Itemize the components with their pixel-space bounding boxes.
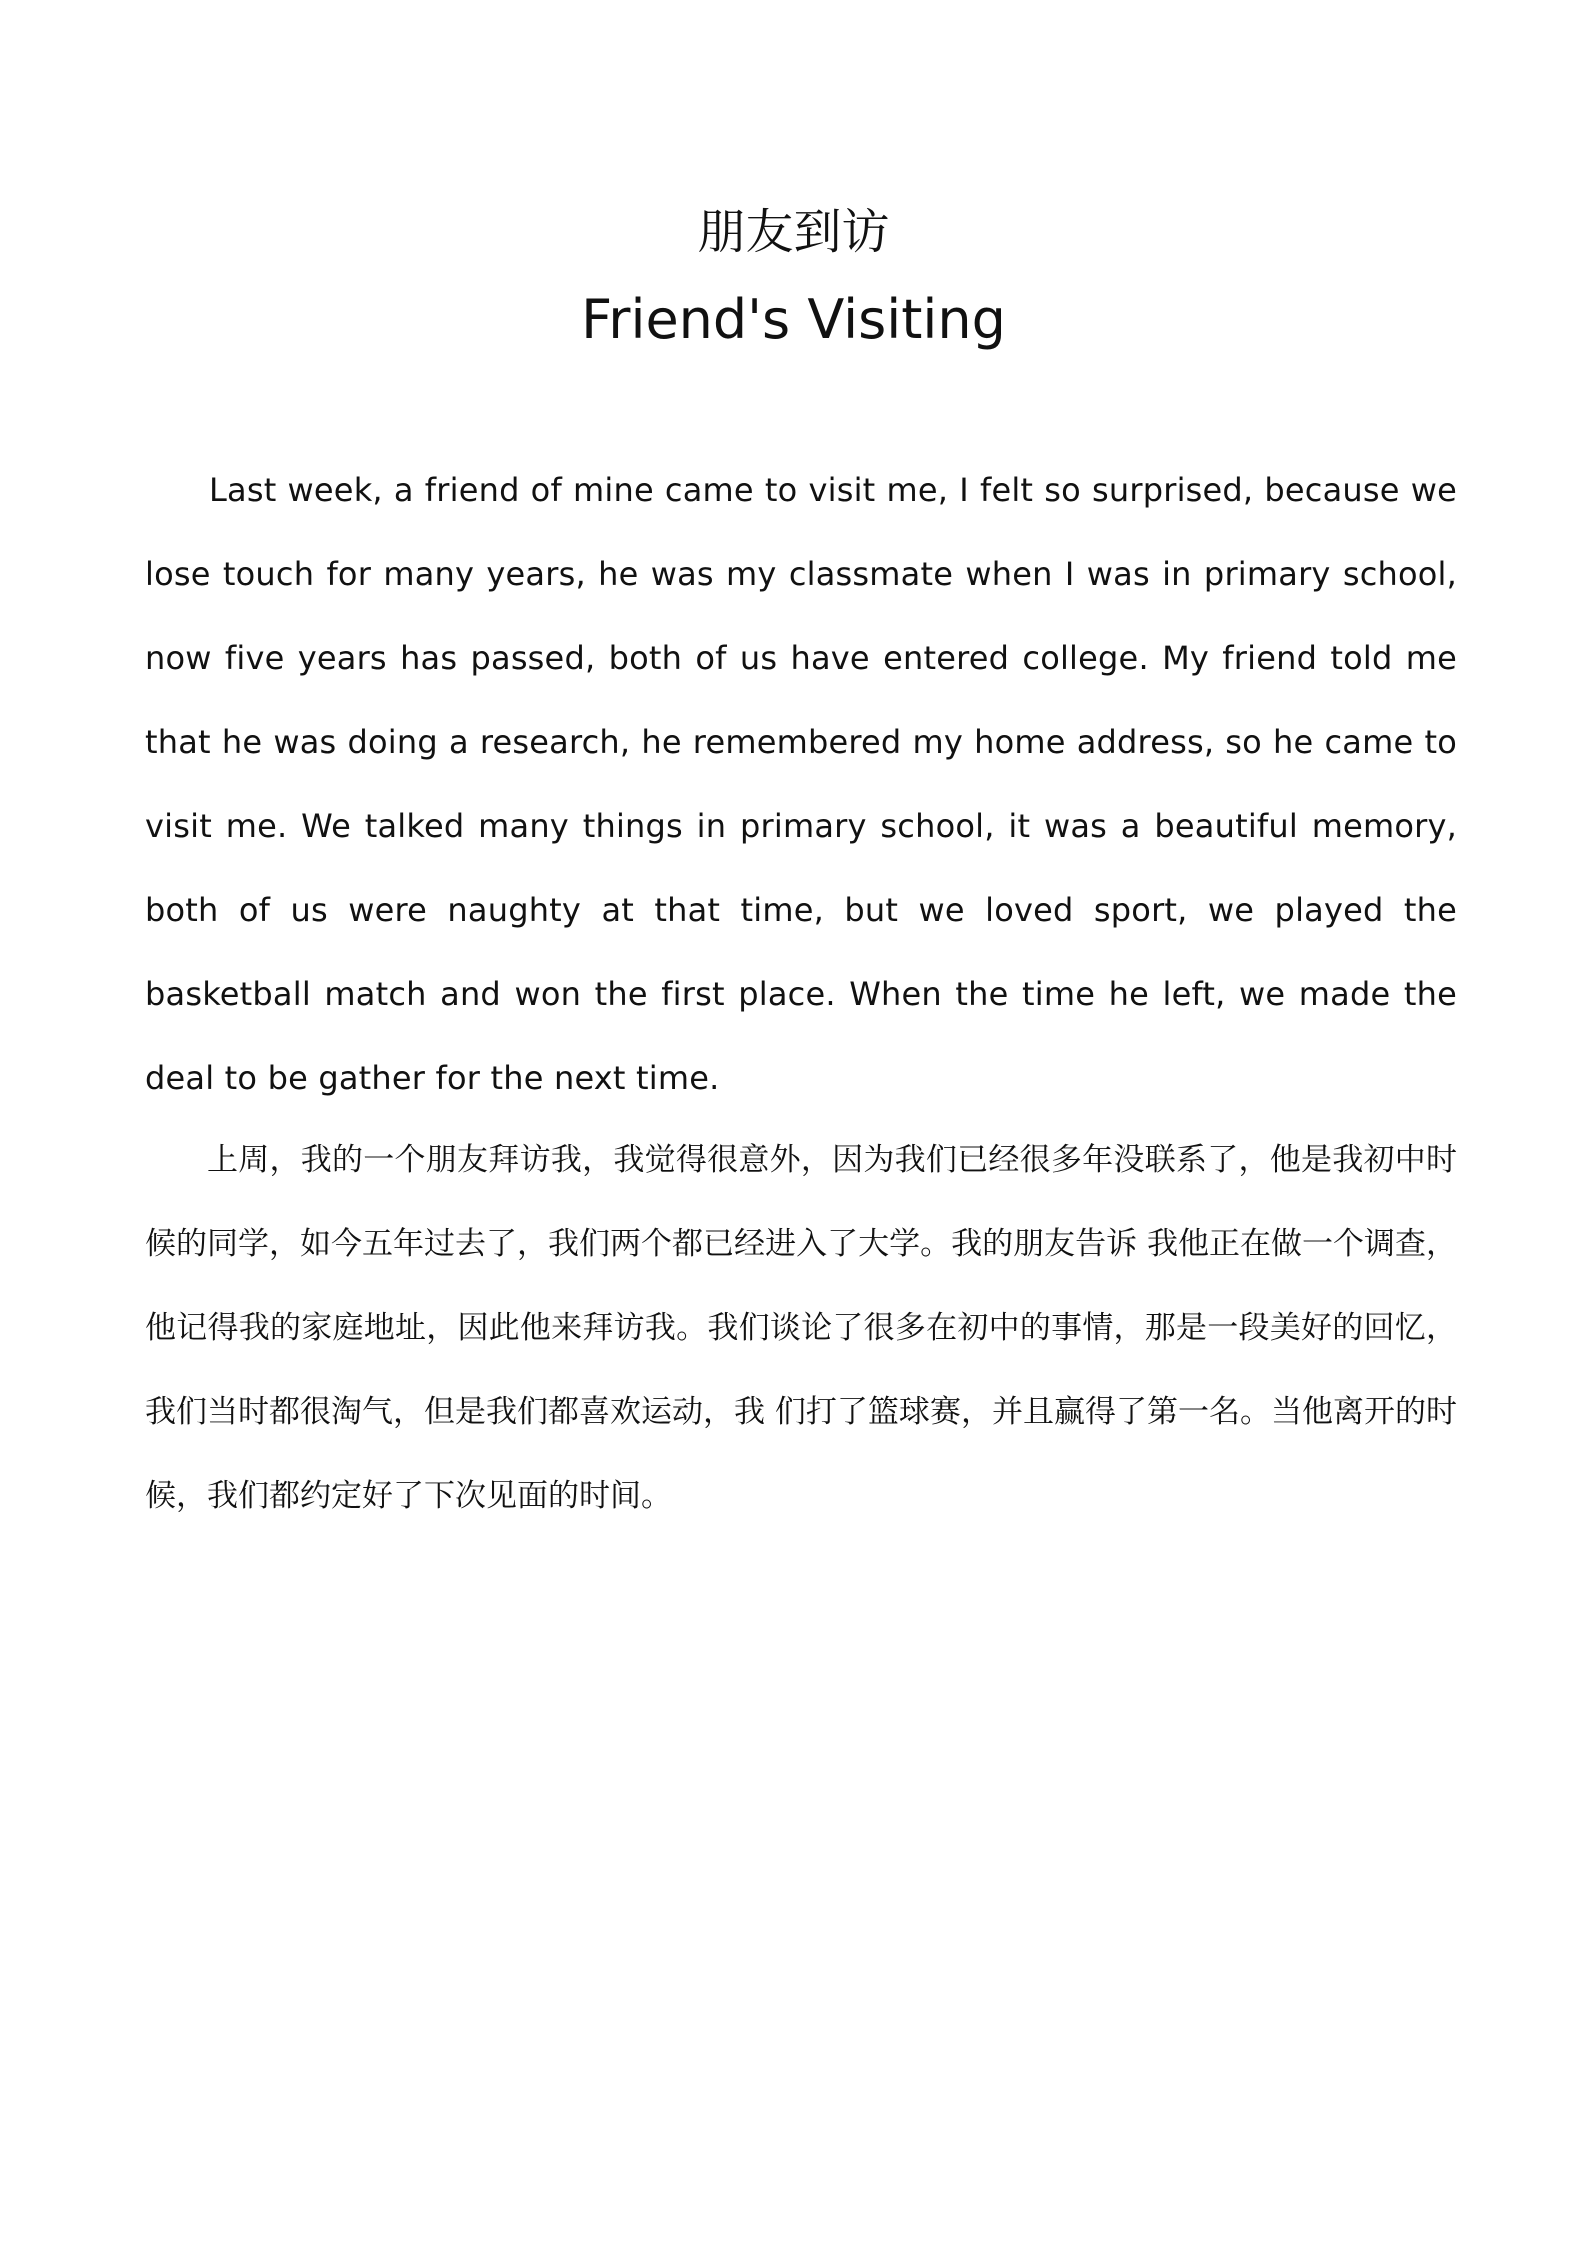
- paragraph-english: Last week, a friend of mine came to visit me, I felt so surprised, because we lose touch for many years, he was my classmate when I was in primary school, now five years has passed, both of us have entered college. My friend told me that he was doing a research, he remembered my home address, so he came to visit me. We talked many things in primary school, it was a beautiful memory, both of us were naughty at that time, but we loved sport, we played the basketball match and won the first place. When the time he left, we made the deal to be gather for the next time.: [145, 471, 1457, 1097]
- title-english: Friend's Visiting: [581, 288, 1006, 351]
- paragraph-chinese: 上周，我的一个朋友拜访我，我觉得很意外，因为我们已经很多年没联系了，他是我初中时候的同学，如今五年过去了，我们两个都已经进入了大学。我的朋友告诉 我他正在做一个调查，他记得我的家庭地址，因此他来拜访我。我们谈论了很多在初中的事情，那是一段美好的回忆，我们当时都很淘气，但是我们都喜欢运动，我 们打了篮球赛，并且赢得了第一名。当他离开的时候，我们都约定好了下次见面的时间。: [145, 1142, 1457, 1514]
- title-chinese: 朋友到访: [697, 204, 890, 260]
